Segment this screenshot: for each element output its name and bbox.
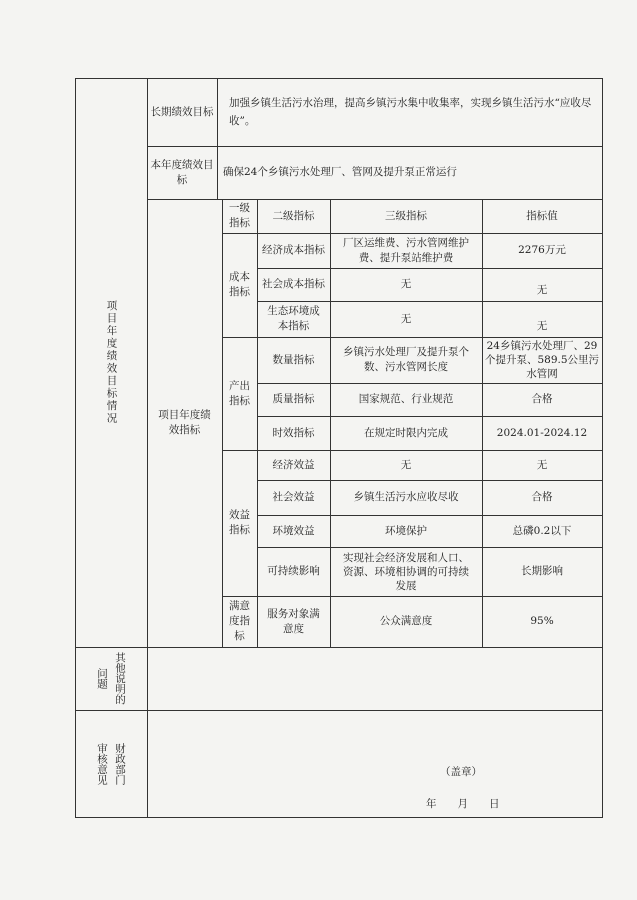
row-value: 合格 [531, 491, 553, 503]
row-value: 无 [536, 284, 548, 296]
header-level1: 一级指标 [229, 202, 250, 229]
row-level3: 厂区运维费、污水管网维护费、提升泵站维护费 [343, 236, 469, 264]
row-value: 24乡镇污水处理厂、29个提升泵、589.5公里污水管网 [484, 340, 600, 380]
row-level3: 环境保护 [385, 524, 427, 537]
header-level2: 二级指标 [272, 209, 315, 222]
group-satisfaction: 满意度指标 [229, 600, 250, 642]
other-notes-label-col2: 问题 [96, 668, 108, 689]
row-value: 2024.01-2024.12 [496, 426, 588, 439]
date-text: 年 月 日 [426, 798, 500, 810]
row-value: 2276万元 [518, 244, 566, 256]
row-level2: 质量指标 [272, 393, 315, 405]
row-level3: 无 [400, 312, 412, 325]
section-label-cell [75, 78, 147, 647]
row-value: 无 [536, 319, 548, 332]
row-level3: 乡镇污水处理厂及提升泵个数、污水管网长度 [343, 346, 469, 373]
row-level3: 无 [400, 458, 412, 471]
row-level2: 社会成本指标 [262, 278, 325, 290]
row-level2: 生态环境成本指标 [267, 305, 320, 332]
row-level2: 可持续影响 [267, 565, 320, 577]
row-level3: 公众满意度 [379, 615, 433, 627]
row-value: 长期影响 [521, 565, 563, 577]
rule [75, 817, 603, 818]
header-value: 指标值 [526, 209, 558, 222]
row-level2: 数量指标 [272, 353, 315, 366]
row-level2: 时效指标 [272, 426, 315, 439]
annual-goal-text: 确保24个乡镇污水处理厂、管网及提升泵正常运行 [223, 166, 457, 178]
row-level2: 环境效益 [272, 524, 315, 537]
row-level2: 经济效益 [272, 458, 315, 471]
rule [75, 710, 603, 711]
other-notes-content [147, 647, 602, 710]
row-level2: 服务对象满意度 [267, 607, 320, 635]
row-level2: 经济成本指标 [262, 244, 325, 256]
row-value: 95% [530, 615, 554, 627]
row-level3: 在规定时限内完成 [364, 426, 448, 439]
other-notes-label [75, 647, 147, 710]
row-level3: 无 [400, 278, 412, 290]
other-notes-label-col1: 其他说明的 [114, 652, 126, 705]
annual-goal-label: 本年度绩效目标 [150, 158, 214, 186]
indicator-label: 项目年度绩效指标 [158, 409, 211, 436]
row-level3: 国家规范、行业规范 [358, 393, 454, 405]
header-level3: 三级指标 [385, 209, 427, 222]
row-level3: 乡镇生活污水应收尽收 [353, 491, 459, 503]
row-value: 合格 [531, 393, 553, 405]
finance-review-label [75, 710, 147, 817]
finance-review-label-col1: 财政部门 [114, 742, 126, 785]
row-level2: 社会效益 [272, 491, 315, 503]
finance-review-label-col2: 审核意见 [96, 742, 108, 785]
group-benefit: 效益指标 [229, 509, 250, 536]
long-term-goal-text: 加强乡镇生活污水治理，提高乡镇污水集中收集率，实现乡镇生活污水“应收尽收”。 [229, 97, 592, 127]
row-level3: 实现社会经济发展和人口、资源、环境相协调的可持续发展 [343, 551, 469, 592]
row-value: 无 [536, 458, 548, 471]
rule [602, 78, 603, 818]
section-label: 项目年度绩效目标情况 [105, 300, 118, 425]
long-term-goal-label: 长期绩效目标 [150, 105, 214, 118]
group-output: 产出指标 [229, 379, 250, 407]
row-value: 总磷0.2以下 [512, 524, 572, 537]
seal-text: （盖章） [440, 766, 482, 778]
group-cost: 成本指标 [229, 271, 250, 298]
